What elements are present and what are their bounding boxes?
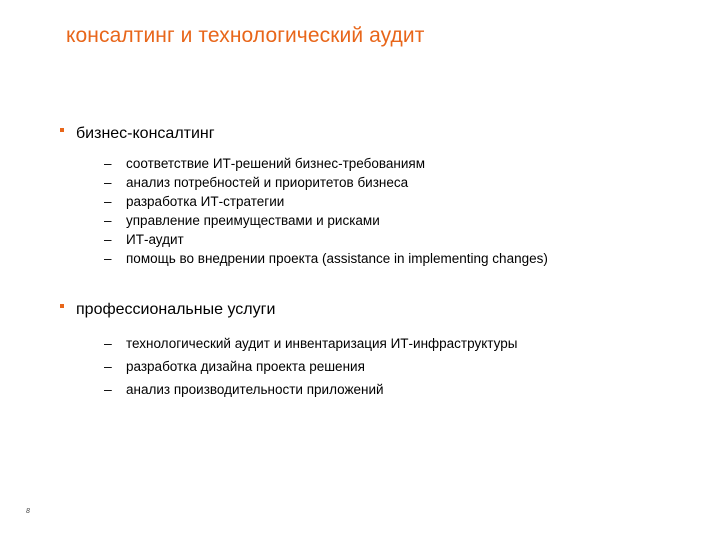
dash-icon: – [104,381,112,397]
list-item [60,378,700,401]
list-item-text: технологический аудит и инвентаризация ИТ-инфраструктуры [126,336,518,351]
list-item-text: анализ производительности приложений [126,382,384,397]
square-bullet-icon [60,304,64,308]
list-item [60,249,700,268]
list-item [60,192,700,211]
list-item [60,355,700,378]
dash-icon: – [104,175,112,190]
dash-icon: – [104,251,112,266]
sub-item-list [60,154,700,268]
list-item-text: соответствие ИТ-решений бизнес-требованиям [126,156,425,171]
dash-icon: – [104,213,112,228]
section-heading: профессиональные услуги [76,301,276,318]
square-bullet-icon [60,128,64,132]
sub-item-list [60,332,700,401]
list-item [60,211,700,230]
bullet-heading-row [60,300,700,320]
section-business-consulting [60,124,700,268]
dash-icon: – [104,194,112,209]
list-item-text: анализ потребностей и приоритетов бизнеса [126,175,409,190]
list-item [60,173,700,192]
page-number: 8 [26,508,30,515]
dash-icon: – [104,232,112,247]
section-professional-services [60,300,700,401]
list-item-text: помощь во внедрении проекта (assistance in implementing changes) [126,251,548,266]
dash-icon: – [104,156,112,171]
list-item-text: разработка дизайна проекта решения [126,359,365,374]
list-item [60,332,700,355]
list-item-text: ИТ-аудит [126,232,184,247]
dash-icon: – [104,358,112,374]
list-item [60,230,700,249]
list-item-text: управление преимуществами и рисками [126,213,380,228]
list-item [60,154,700,173]
bullet-heading-row [60,124,700,144]
slide-title: консалтинг и технологический аудит [66,24,425,47]
section-heading: бизнес-консалтинг [76,125,215,142]
dash-icon: – [104,335,112,351]
list-item-text: разработка ИТ-стратегии [126,194,285,209]
